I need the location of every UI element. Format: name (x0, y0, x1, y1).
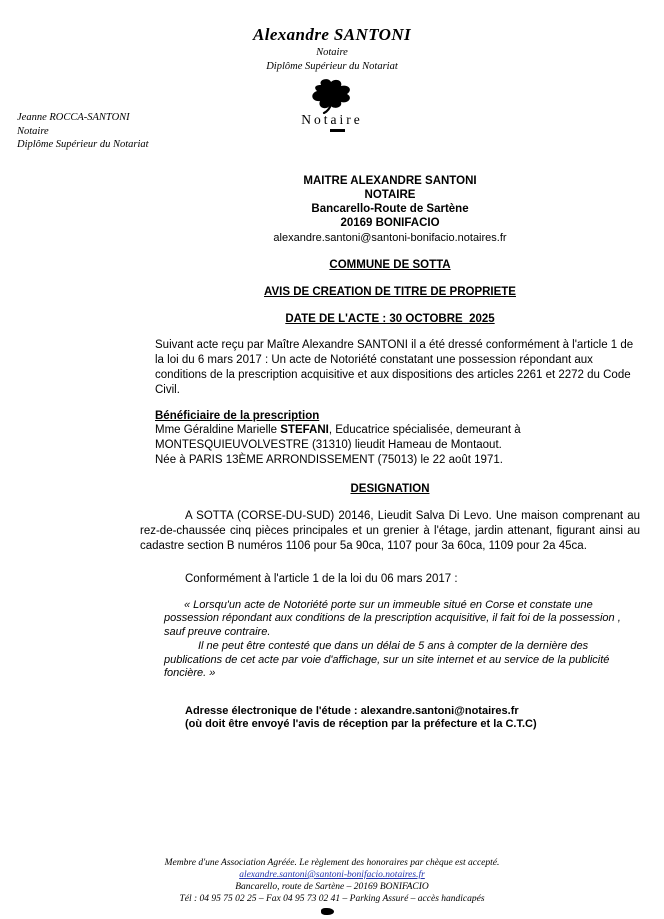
heading-avis: AVIS DE CREATION DE TITRE DE PROPRIETE (264, 286, 516, 298)
notaire-logo-dash (330, 129, 345, 132)
intro-paragraph: Suivant acte reçu par Maître Alexandre SANTONI il a été dressé conformément à l'article 1 de la loi du 6 mars 2017 : Un acte de Notoriété constatant une possession répondant aux conditions de la prescription acquisitive et aux dispositions des articles 2261 et 2272 du Code Civil. (155, 339, 634, 396)
beneficiaire-birth: Née à PARIS 13ÈME ARRONDISSEMENT (75013) le 22 août 1971. (155, 454, 503, 466)
heading-commune: COMMUNE DE SOTTA (329, 259, 451, 271)
heading-designation: DESIGNATION (350, 483, 430, 495)
beneficiaire-name-prefix: Mme Géraldine Marielle (155, 424, 281, 436)
footer-association-line: Membre d'une Association Agréée. Le règlement des honoraires par chèque est accepté. (164, 858, 500, 868)
second-notary-diploma: Diplôme Supérieur du Notariat (17, 139, 149, 150)
legal-intro: Conformément à l'article 1 de la loi du 06 mars 2017 : (185, 573, 458, 585)
footer-address: Bancarello, route de Sartène – 20169 BONIFACIO (235, 882, 429, 892)
legal-quote-2: Il ne peut être contesté que dans un délai de 5 ans à compter de la dernière des publications de cet acte par voie d'affichage, sur un site internet et au service de la publicité foncière. » (164, 640, 610, 679)
notaire-logo-wordmark: Notaire (301, 112, 363, 127)
office-role: NOTAIRE (364, 189, 416, 201)
letterhead-notary-name: Alexandre SANTONI (252, 25, 412, 44)
beneficiaire-name-suffix: , Educatrice spécialisée, demeurant à MONTESQUIEUVOLVESTRE (31310) lieudit Hameau de Montaout. (155, 424, 521, 451)
beneficiaire-surname: STEFANI (280, 424, 329, 436)
beneficiaire-paragraph (140, 423, 640, 468)
legal-quote-1: « Lorsqu'un acte de Notoriété porte sur un immeuble situé en Corse et constate une possession répondant aux conditions de la prescription acquisitive, il fait foi de la possession , sauf preuve contraire. (164, 598, 621, 638)
notaire-logo-icon (0, 78, 664, 114)
office-email: alexandre.santoni@santoni-bonifacio.notaires.fr (273, 232, 507, 244)
office-street: Bancarello-Route de Sartène (311, 203, 469, 215)
heading-date: DATE DE L'ACTE : 30 OCTOBRE 2025 (285, 313, 495, 325)
footer-ink-mark (321, 908, 334, 915)
footer-email-link[interactable]: alexandre.santoni@santoni-bonifacio.notaires.fr (239, 870, 425, 880)
letterhead-notary-diploma: Diplôme Supérieur du Notariat (266, 61, 398, 72)
beneficiaire-heading: Bénéficiaire de la prescription (155, 410, 320, 422)
second-notary-title: Notaire (17, 125, 49, 137)
designation-paragraph: A SOTTA (CORSE-DU-SUD) 20146, Lieudit Salva Di Levo. Une maison comprenant au rez-de-chaussée cinq pièces principales et un grenier à l'étage, jardin attenant, figurant ainsi au cadastre section B numéros 1106 pour 5a 90ca, 1107 pour 3a 60ca, 1109 pour 2a 45ca. (140, 510, 640, 552)
second-notary-block (17, 111, 149, 152)
office-name: MAITRE ALEXANDRE SANTONI (303, 175, 477, 187)
main-content (140, 174, 640, 732)
footer (0, 857, 664, 905)
study-email-line: Adresse électronique de l'étude : alexandre.santoni@notaires.fr (185, 704, 519, 717)
study-contact-block (140, 705, 640, 732)
footer-phone-line: Tél : 04 95 75 02 25 – Fax 04 95 73 02 41 – Parking Assuré – accès handicapés (179, 894, 485, 904)
office-city: 20169 BONIFACIO (340, 217, 440, 229)
study-reception-line: (où doit être envoyé l'avis de réception par la préfecture et la C.T.C) (185, 718, 537, 730)
letterhead (0, 0, 664, 73)
office-block (140, 174, 640, 230)
second-notary-name: Jeanne ROCCA-SANTONI (17, 112, 130, 123)
letterhead-notary-title: Notaire (316, 47, 348, 58)
